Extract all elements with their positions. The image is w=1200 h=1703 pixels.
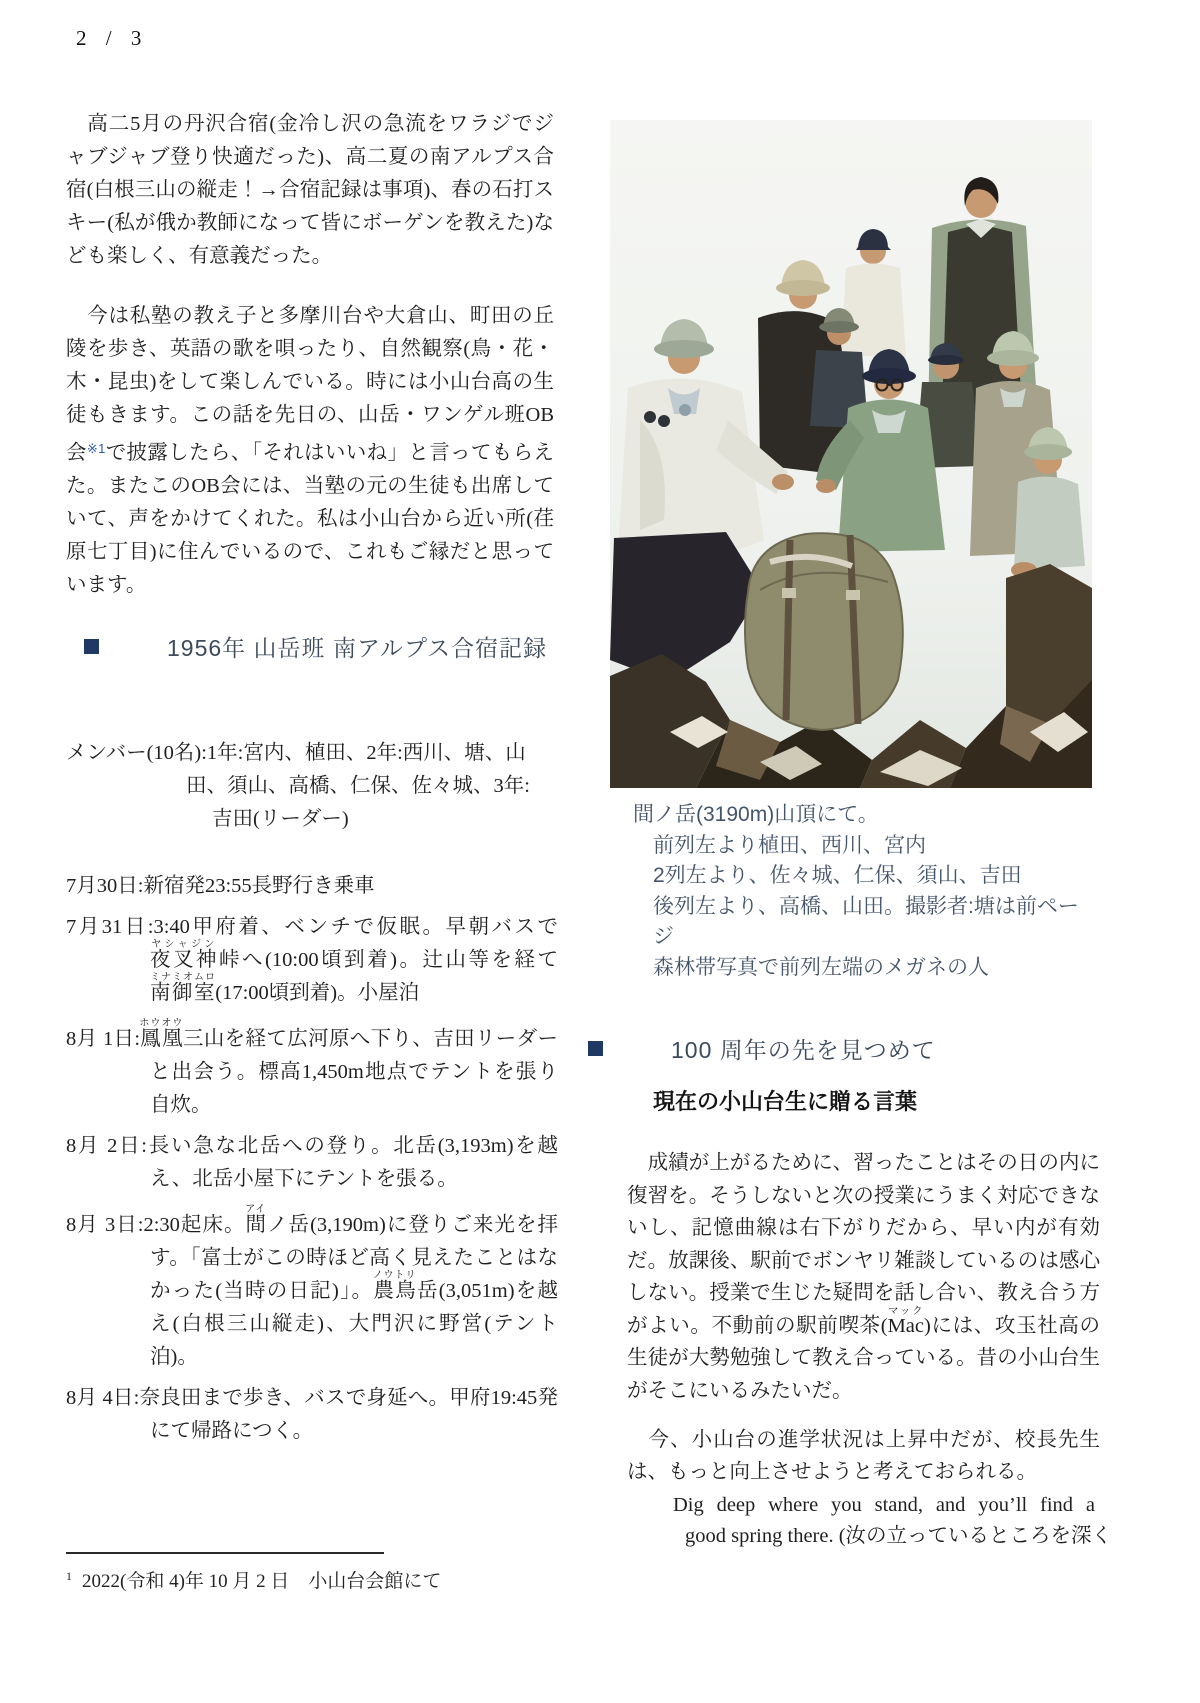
paragraph-camps: 高二5月の丹沢合宿(金冷し沢の急流をワラジでジャブジャブ登り快適だった)、高二夏の南アルプス合宿(白根三山の縦走！→合宿記録は事項)、春の石打スキー(私が俄か教師になって皆にボーゲンを教えた)なども楽しく、有意義だった。 — [66, 113, 554, 267]
section-title: 1956年 山岳班 南アルプス合宿記録 — [167, 635, 548, 661]
photo-caption — [633, 800, 1093, 983]
member-list — [66, 737, 554, 836]
quote-line: good spring there. (汝の立っているところを深く — [685, 1525, 1113, 1547]
caption-line: 前列左より植田、西川、宮内 — [653, 833, 926, 857]
caption-line: 間ノ岳(3190m)山頂にて。 — [633, 803, 879, 826]
caption-line: 森林帯写真で前列左端のメガネの人 — [653, 955, 989, 979]
itinerary-entry: 8月 3日:2:30起床。間アイノ岳(3,190m)に登りご来光を拝す。「富士がこの時ほど高く見えたことはなかった(当時の日記)」。農鳥ノウトリ岳(3,051m)を越え(白根三山縦走)、大門沢に野営(テント泊)。 — [66, 1204, 559, 1368]
itinerary-date: 7月31日: — [66, 916, 154, 938]
caption-line: 後列左より、高橋、山田。撮影者:塘は前ページ — [653, 894, 1079, 948]
summit-photo — [610, 120, 1092, 788]
square-bullet-icon — [84, 639, 99, 654]
itinerary-date: 8月 4日: — [66, 1387, 140, 1409]
paragraph-juku: 今は私塾の教え子と多摩川台や大倉山、町田の丘陵を歩き、英語の歌を唄ったり、自然観察(鳥・花・木・昆虫)をして楽しんでいる。時には小山台高の生徒もきます。この話を先日の、山岳・ワンゲル班OB会$^{※1}$で披露したら、「それはいいね」と言ってもらえた。またこのOB会には、当塾の元の生徒も出席していて、声をかけてくれた。私は小山台から近い所(荏原七丁目)に住んでいるので、これもご縁だと思っています。 — [66, 305, 554, 596]
itinerary-date: 8月 1日: — [66, 1028, 141, 1050]
itinerary-date: 7月30日: — [66, 875, 144, 897]
member-list-line: 田、須山、高橋、仁保、佐々城、3年: — [186, 775, 530, 797]
itinerary-date: 8月 2日: — [66, 1135, 147, 1157]
right-column — [588, 110, 1113, 1703]
footnote-rule — [66, 1552, 384, 1554]
square-bullet-icon — [588, 1041, 603, 1056]
itinerary-entry: 8月 1日:鳳凰ホウオウ三山を経て広河原へ下り、吉田リーダーと出会う。標高1,450m地点でテントを張り自炊。 — [66, 1018, 559, 1116]
member-list-line: 吉田(リーダー) — [212, 808, 349, 830]
itinerary-entry: 7月30日:新宿発23:55長野行き乗車 — [66, 875, 375, 897]
section-heading-1956-camp-record — [84, 630, 547, 663]
paragraph-principal: 今、小山台の進学状況は上昇中だが、校長先生は、もっと向上させようと考えておられる。 — [627, 1429, 1100, 1483]
section-heading-100th-anniversary — [588, 1032, 936, 1065]
itinerary-entry: 8月 2日:長い急な北岳への登り。北岳(3,193m)を越え、北岳小屋下にテントを張る。 — [66, 1135, 558, 1190]
subheading-message-to-students: 現在の小山台生に贈る言葉 — [653, 1089, 918, 1114]
footnote — [66, 1552, 546, 1593]
itinerary-list — [66, 870, 558, 1456]
footnote-ref: 1 — [66, 1568, 72, 1583]
page-number: 2 / 3 — [76, 26, 149, 50]
photo-rucksack — [745, 533, 903, 730]
left-column — [66, 0, 559, 1703]
itinerary-entry: 7月31日:3:40甲府着、ベンチで仮眠。早朝バスで夜叉神ヤシャジン峠へ(10:00頃到着)。辻山等を経て南御室ミナミオムロ(17:00頃到着)。小屋泊 — [66, 916, 558, 1004]
caption-line: 2列左より、佐々城、仁保、須山、吉田 — [653, 864, 1022, 887]
footnote-text: 2022(令和 4)年 10 月 2 日 小山台会館にて — [82, 1571, 442, 1592]
itinerary-date: 8月 3日: — [66, 1214, 144, 1236]
section-title: 100 周年の先を見つめて — [671, 1037, 936, 1063]
english-quote — [673, 1490, 1113, 1552]
itinerary-entry: 8月 4日:奈良田まで歩き、バスで身延へ。甲府19:45発にて帰路につく。 — [66, 1387, 559, 1442]
quote-line: Dig deep where you stand, and you’ll find a — [673, 1494, 1095, 1516]
member-list-line: メンバー(10名):1年:宮内、植田、2年:西川、塘、山 — [66, 742, 526, 764]
paragraph-study-advice: 成績が上がるために、習ったことはその日の内に復習を。そうしないと次の授業にうまく対応できないし、記憶曲線は右下がりだから、早い内が有効だ。放課後、駅前でボンヤリ雑談しているのは感心しない。授業で生じた疑問を話し合い、教え合う方がよい。不動前の駅前喫茶(Macマック)には、攻玉社高の生徒が大勢勉強して教え合っている。昔の小山台生がそこにいるみたいだ。 — [627, 1152, 1101, 1402]
